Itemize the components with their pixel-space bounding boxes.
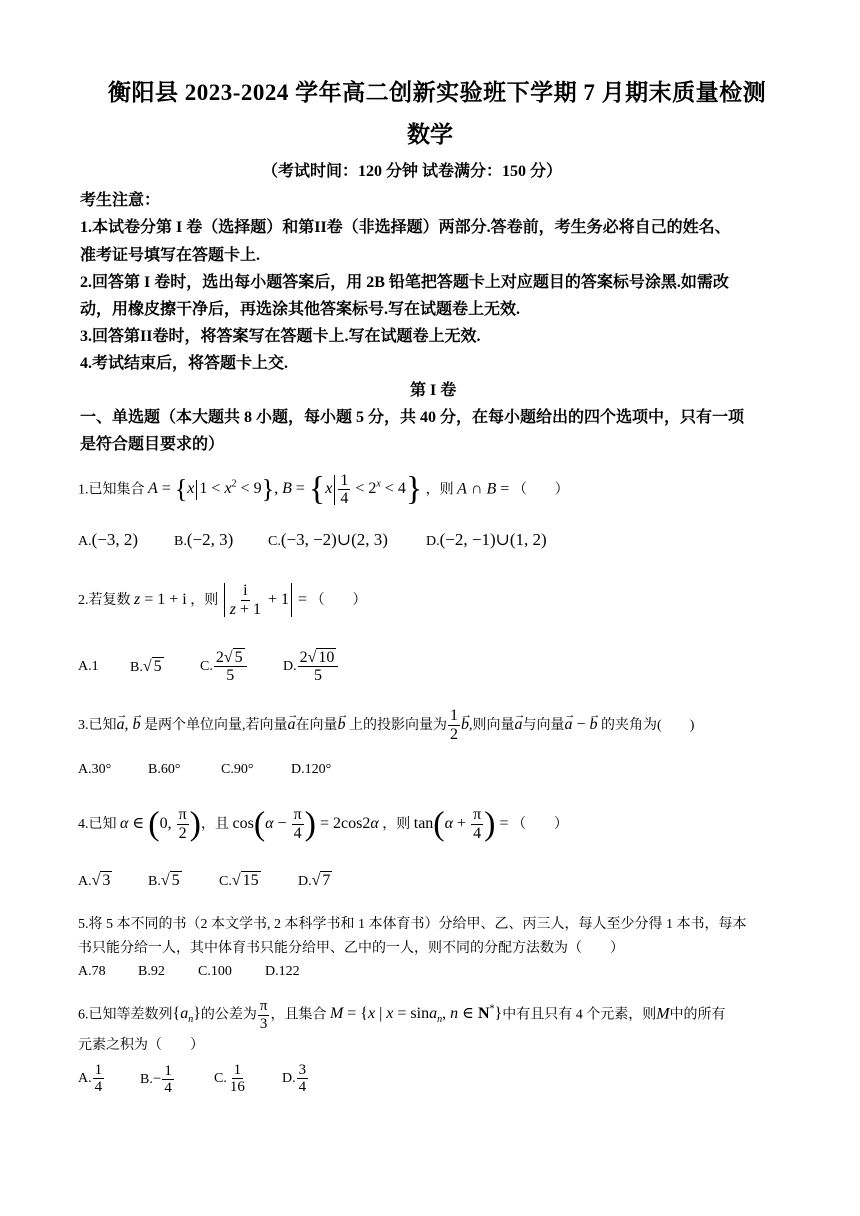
q6-t3: 中有且只有 4 个元素，则 (502, 1007, 657, 1023)
q3-option-b: B.60° (148, 762, 181, 777)
q4-domain: α ∈ (0, $\frac{\pi}{2}$ ) (120, 805, 201, 843)
q4-option-b: B.√ 5 (148, 872, 180, 889)
q3-t3: 上的投影向量为 (349, 718, 447, 733)
q1-prefix: 1.已知集合 (78, 482, 145, 498)
q3-t5: 与向量 (522, 718, 565, 733)
question-4 (78, 802, 568, 847)
q2-option-d: D. $\frac{2√ 10}{5}$ (283, 645, 339, 689)
note-2a: 2.回答第 I 卷时，选出每小题答案后，用 2B 铅笔把答题卡上对应题目的答案标号涂黑.如需改 (80, 274, 729, 291)
q6-prefix: 6.已知等差数列 (78, 1007, 173, 1023)
exam-info: （考试时间：120 分钟 试卷满分：150 分） (262, 163, 563, 180)
q4-option-a: A.√ 3 (78, 872, 111, 889)
q4-mid: ，且 (200, 817, 229, 832)
q6-line2: 元素之积为（ ） (78, 1038, 204, 1053)
q1-option-d: D.(−2, −1)∪(1, 2) (426, 530, 547, 549)
q6-option-b: B.− $\frac{1}{4}$ (140, 1062, 172, 1097)
section-heading-b: 是符合题目要求的） (80, 436, 225, 453)
q5-option-d: D.122 (265, 964, 300, 979)
question-1 (78, 462, 569, 513)
subject-title: 数学 (407, 122, 453, 147)
q3-option-c: C.90° (221, 762, 254, 777)
note-1b: 准考证号填写在答题卡上. (80, 247, 261, 264)
q2-option-c: C. $\frac{2√ 5}{5}$ (200, 645, 248, 689)
q2-mid: ，则 (190, 593, 219, 608)
q5-line1: 5.将 5 本不同的书（2 本文学书, 2 本科学书和 1 本体育书）分给甲、乙、丙三人，每人至少分得 1 本书，每本 (78, 917, 747, 932)
q6-option-d: D. $\frac{3}{4}$ (282, 1061, 307, 1096)
q3-t6: 的夹角为( ) (601, 718, 695, 733)
q4-blank: （ ） (512, 817, 568, 832)
q2-option-a: A.1 (78, 659, 99, 674)
q6-t2: ，且集合 (270, 1007, 327, 1023)
q2-expr: $\frac{i}{z + 1}$ + 1 = (222, 591, 307, 608)
q4-mid2: ，则 (382, 817, 411, 832)
q6-t4: 中的所有 (669, 1007, 726, 1023)
q3-option-d: D.120° (291, 762, 332, 777)
q2-blank: （ ） (310, 593, 367, 608)
q4-eq: cos(α − $\frac{\pi}{4}$ ) = 2cos2α (232, 805, 379, 843)
notes-heading: 考生注意： (80, 192, 161, 209)
q1-expr: A ∩ B = (457, 480, 510, 498)
q1-blank: （ ） (512, 482, 569, 498)
q3-prefix: 3.已知 (78, 718, 117, 733)
q4-option-d: D.√ 7 (298, 872, 331, 889)
q3-t2: 在向量 (295, 718, 338, 733)
q5-option-c: C.100 (198, 964, 232, 979)
q3-t1: 是两个单位向量,若向量 (144, 718, 288, 733)
volume-heading: 第 I 卷 (410, 382, 457, 399)
question-6: 6.已知等差数列$\{a_n\}$的公差为 $\frac{\pi}{3}$ ，且集合 M = {x | x = sina$_n$, n ∈ N*}中有且只有 4 个元素，则M中的所有 (78, 998, 726, 1032)
note-2b: 动，用橡皮擦干净后，再选涂其他答案标号.写在试题卷上无效. (80, 301, 521, 318)
note-1a: 1.本试卷分第 I 卷（选择题）和第II卷（非选择题）两部分.答卷前，考生务必将自己的姓名、 (80, 219, 731, 236)
q1-option-a: A.(−3, 2) (78, 530, 139, 549)
q5-option-a: A.78 (78, 964, 106, 979)
q2-prefix: 2.若复数 (78, 593, 131, 608)
q5-line2: 书只能分给一人，其中体育书只能分给甲、乙中的一人，则不同的分配方法数为（ ） (78, 941, 624, 956)
q6-option-c: C. $\frac{1}{16}$ (214, 1061, 245, 1096)
note-3: 3.回答第II卷时，将答案写在答题卡上.写在试题卷上无效. (80, 328, 481, 345)
q1-suffix: ，则 (425, 482, 454, 498)
q2-z: z = 1 + i (134, 591, 187, 608)
exam-title: 衡阳县 2023-2024 学年高二创新实验班下学期 7 月期末质量检测 (108, 80, 767, 105)
q4-option-c: C.√ 15 (219, 872, 259, 889)
q1-option-c: C.(−3, −2)∪(2, 3) (268, 530, 388, 549)
q2-option-b: B.√ 5 (130, 658, 162, 675)
q6-option-a: A. $\frac{1}{4}$ (78, 1061, 103, 1096)
q1-set-a: A = {x $1 < x^2 < 9$}, B = {x $\frac{1}{4}$ < $2^x < 4$} (148, 470, 423, 508)
section-heading-a: 一、单选题（本大题共 8 小题，每小题 5 分，共 40 分，在每小题给出的四个选项中，只有一项 (80, 409, 745, 426)
q4-expr: tan(α + $\frac{\pi}{4}$ ) = (413, 805, 509, 843)
q3-option-a: A.30° (78, 762, 112, 777)
note-4: 4.考试结束后，将答题卡上交. (80, 355, 289, 372)
question-2 (78, 580, 367, 621)
q4-prefix: 4.已知 (78, 817, 117, 832)
question-3: 3.已知→ a, → b 是两个单位向量,若向量→ a在向量→ b 上的投影向量为 $\frac{1}{2}$ → b,则向量→ a与向量→ a − → b 的夹角为( ) (78, 705, 694, 746)
q3-t4: ,则向量 (469, 718, 515, 733)
q6-t1: 的公差为 (200, 1007, 257, 1023)
q1-option-b: B.(−2, 3) (174, 530, 234, 549)
q5-option-b: B.92 (138, 964, 165, 979)
